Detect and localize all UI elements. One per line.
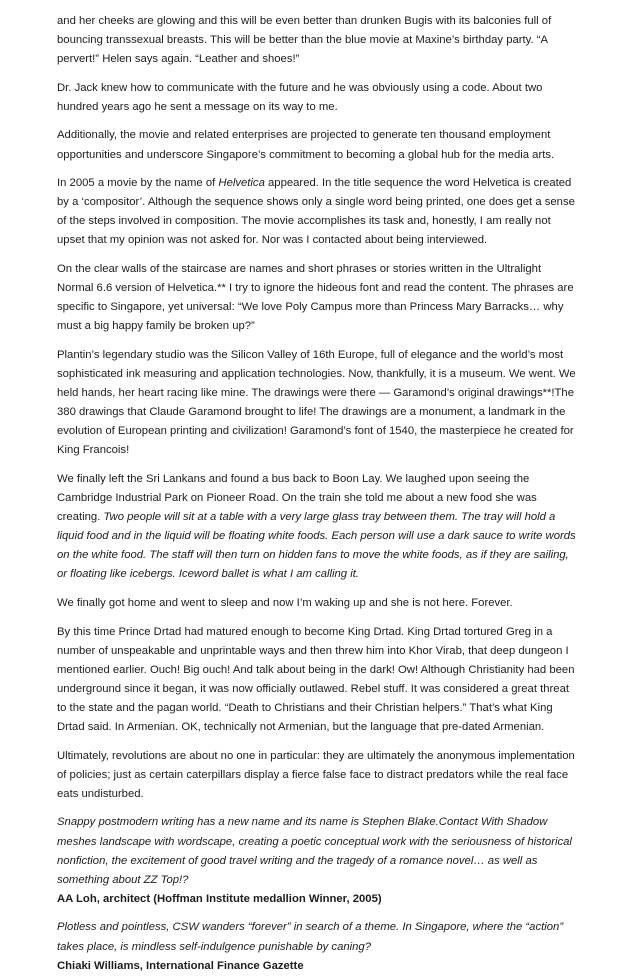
blurb-2-quote-text: Plotless and pointless, CSW wanders “forever” in search of a theme. In Singapore, where the “action” takes place, is mindless self-indulgence punishable by caning? — [57, 921, 564, 953]
blurb-2 — [57, 918, 578, 975]
paragraph-4 — [57, 174, 578, 250]
paragraph-7-text: We finally left the Sri Lankans and found a bus back to Boon Lay. We laughed upon seeing the Cambridge Industrial Park on Pioneer Road. On the train she told me about a new food she was creating. — [57, 472, 537, 524]
blurb-1 — [57, 813, 578, 908]
paragraph-4-text: In 2005 a movie by the name of — [57, 177, 219, 190]
paragraph-4-text-end: appeared. In the title sequence the word Helvetica is created by a ‘compositor’. Although the sequence shows only a single word being printed, one does get a sense of the steps involved in composition. The movie accomplishes its task and, honestly, I am really not upset that my opinion was not asked for. Nor was I contacted about being interviewed. — [57, 177, 575, 247]
paragraph-10: Ultimately, revolutions are about no one in particular: they are ultimately the anonymous implementation of policies; just as certain caterpillars display a fierce false face to distract predators while the real face eats undisturbed. — [57, 749, 575, 800]
blurb-1-quote — [57, 813, 578, 889]
paragraph-5: On the clear walls of the staircase are names and short phrases or stories written in the Ultralight Normal 6.6 version of Helvetica.** I try to ignore the hideous font and read the content. The phrases are specific to Singapore, yet universal: “We love Poly Campus more than Princess Mary Barracks… why must a big happy family be broken up?” — [57, 263, 574, 333]
blurb-1-attribution: AA Loh, architect (Hoffman Institute medallion Winner, 2005) — [57, 892, 382, 905]
paragraph-4-italic: Helvetica — [218, 177, 265, 190]
paragraph-2: Dr. Jack knew how to communicate with the future and he was obviously using a code. About two hundred years ago he sent a message on its way to me. — [57, 81, 543, 113]
blurb-1-quote-text: Snappy postmodern writing has a new name and its name is Stephen Blake.Contact With Shadow meshes landscape with wordscape, creating a poetic conceptual work with the seriousness of historical nonfiction, the excitement of good travel writing and the tragedy of a romance novel… as well as something about ZZ Top!? — [57, 816, 572, 886]
paragraph-9: By this time Prince Drtad had matured enough to become King Drtad. King Drtad tortured Greg in a number of unspeakable and unprintable ways and then threw him into Khor Virab, that deep dungeon I mentioned earlier. Ouch! Big ouch! And talk about being in the dark! Ow! Although Christianity had been underground since it began, it was now officially outlawed. Rebel stuff. It was considered a great threat to the state and the pagan world. “Death to Christians and their Christian helpers.” That’s what King Drtad said. In Armenian. OK, technically not Armenian, but the language that pre-dated Armenian. — [57, 625, 575, 734]
paragraph-7-italic: Two people will sit at a table with a very large glass tray between them. The tray will hold a liquid food and in the liquid will be floating white foods. Each person will use a dark sauce to write words on the white food. The staff will then turn on hidden fans to move the white foods, as if they are sailing, or floating like icebergs. Iceword ballet is what I am calling it. — [57, 511, 576, 581]
blurb-2-attribution: Chiaki Williams, International Finance Gazette — [57, 959, 304, 972]
blurb-2-quote — [57, 918, 578, 956]
paragraph-8: We finally got home and went to sleep and now I’m waking up and she is not here. Forever. — [57, 597, 513, 610]
paragraph-1: and her cheeks are glowing and this will be even better than drunken Bugis with its balconies full of bouncing transsexual breasts. This will be better than the blue movie at Maxine’s birthday party. “A pervert!” Helen says again. “Leather and shoes!” — [57, 15, 552, 66]
paragraph-3: Additionally, the movie and related enterprises are projected to generate ten thousand employment opportunities and underscore Singapore’s commitment to becoming a global hub for the media arts. — [57, 129, 555, 161]
paragraph-7 — [57, 470, 578, 585]
paragraph-6: Plantin’s legendary studio was the Silicon Valley of 16th Europe, full of elegance and the world’s most sophisticated ink measuring and application technologies. Now, thankfully, it is a museum. We went. We held hands, her heart racing like mine. The drawings were there — Garamond’s original drawings**!The 380 drawings that Claude Garamond brought to life! The drawings are a monument, a landmark in the evolution of European printing and civilization! Garamond’s font of 1540, the masterpiece he created for King Francois! — [57, 348, 576, 457]
